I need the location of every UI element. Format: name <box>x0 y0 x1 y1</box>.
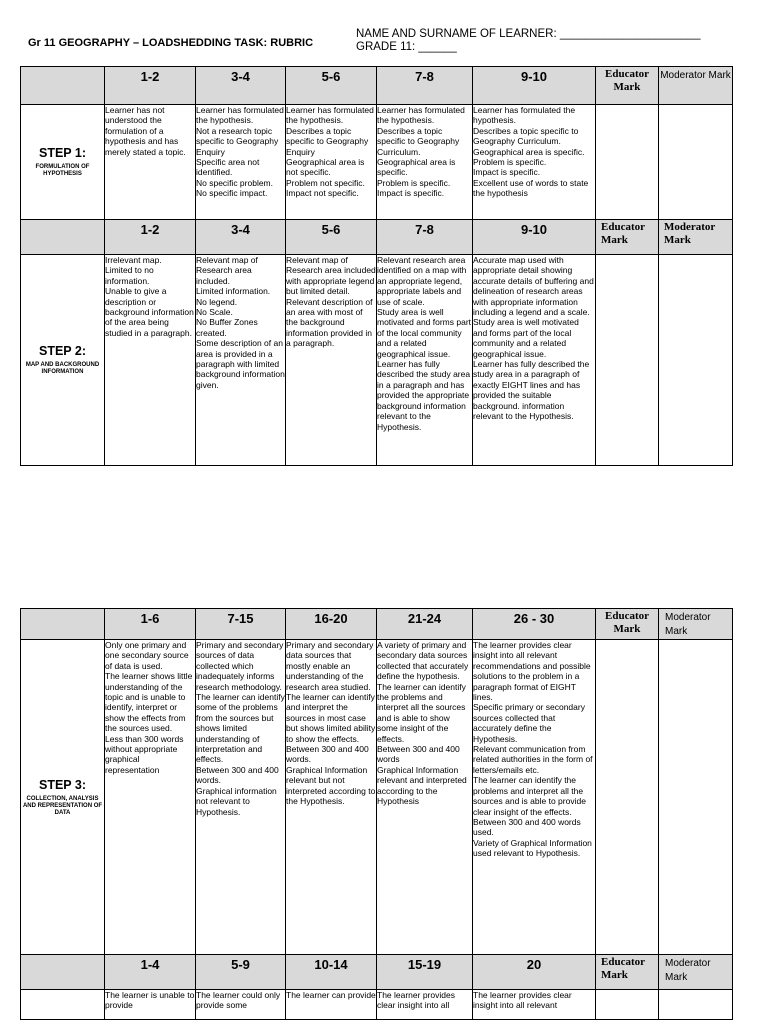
step2-criteria-row <box>21 255 733 466</box>
step3-score-header <box>21 609 733 640</box>
score-band: 7-15 <box>196 609 286 640</box>
score-header-blank <box>21 609 105 640</box>
rubric-table-steps-3-4 <box>20 608 733 1020</box>
moderator-mark-header: Moderator Mark <box>659 67 733 105</box>
moderator-mark-header: Moderator Mark <box>659 955 733 990</box>
score-band: 5-6 <box>286 67 377 105</box>
criterion-cell: The learner provides clear insight into all <box>377 990 473 1020</box>
score-band: 1-2 <box>105 67 196 105</box>
score-band: 1-4 <box>105 955 196 990</box>
criterion-cell: Accurate map used with appropriate detail showing accurate details of buffering and delineation of research areas with appropriate information including a legend and a scale. Study area is well motivated and forms part of the local community and a related geographical issue. Learner has fully described the study area in a paragraph of exactly EIGHT lines and has provided the suitable background. information relevant to the Hypothesis. <box>473 255 596 466</box>
score-band: 10-14 <box>286 955 377 990</box>
score-band: 1-6 <box>105 609 196 640</box>
score-header-blank <box>21 67 105 105</box>
score-band: 7-8 <box>377 220 473 255</box>
step2-title: STEP 2: <box>38 344 86 358</box>
criterion-cell: Learner has formulated the hypothesis. Describes a topic specific to Geography Curriculum. Geographical area is specific. Problem is specific. Impact is specific. <box>377 105 473 220</box>
learner-info <box>356 28 701 54</box>
criterion-cell: Primary and secondary sources of data collected which inadequately informs research methodology. The learner can identify some of the problems from the sources but shows limited understanding of interpretation and effects. Between 300 and 400 words. Graphical information not relevant to Hypothesis. <box>196 640 286 955</box>
step3-label <box>21 640 105 955</box>
criterion-cell: Primary and secondary data sources that mostly enable an understanding of the research area studied. The learner can identify and interpret the sources in most case but shows limited ability to show the effects. Between 300 and 400 words. Graphical Information relevant but not interpreted according to the Hypothesis. <box>286 640 377 955</box>
moderator-mark-header: Moderator Mark <box>659 609 733 640</box>
step1-criteria-row <box>21 105 733 220</box>
score-band: 3-4 <box>196 67 286 105</box>
step2-desc: MAP AND BACKGROUND INFORMATION <box>25 362 100 375</box>
step1-label <box>21 105 105 220</box>
step2-label <box>21 255 105 466</box>
criterion-cell: Learner has formulated the hypothesis. Describes a topic specific to Geography Curriculum. Geographical area is specific. Problem is specific. Impact is specific. Excellent use of words to state the hypothesis <box>473 105 596 220</box>
step3-title: STEP 3: <box>38 777 86 792</box>
criterion-cell: Learner has formulated the hypothesis. Not a research topic specific to Geography Enquiry Specific area not identified. No specific problem. No specific impact. <box>196 105 286 220</box>
criterion-cell: A variety of primary and secondary data sources collected that accurately define the hypothesis. The learner can identify the problems and interpret all the sources and is able to show some insight of the effects. Between 300 and 400 words Graphical Information relevant and interpreted according to the Hypothesis <box>377 640 473 955</box>
score-band: 26 - 30 <box>473 609 596 640</box>
learner-name-line: NAME AND SURNAME OF LEARNER: ______________________ <box>356 28 701 40</box>
criterion-cell: Learner has not understood the formulation of a hypothesis and has merely stated a topic. <box>105 105 196 220</box>
criterion-cell: The learner could only provide some <box>196 990 286 1020</box>
score-header-blank <box>21 955 105 990</box>
educator-mark-header: Educator Mark <box>596 955 659 990</box>
step2-score-header <box>21 220 733 255</box>
criterion-cell: The learner provides clear insight into all relevant <box>473 990 596 1020</box>
criterion-cell: Learner has formulated the hypothesis. Describes a topic specific to Geography Enquiry Geographical area is not specific. Problem not specific. Impact not specific. <box>286 105 377 220</box>
criterion-cell: Relevant map of Research area included with appropriate legend but limited detail. Relevant description of an area with most of the background information provided in a paragraph. <box>286 255 377 466</box>
educator-mark-header: Educator Mark <box>596 67 659 105</box>
score-band: 20 <box>473 955 596 990</box>
rubric-table-steps-1-2 <box>20 66 733 466</box>
step1-desc: FORMULATION OF HYPOTHESIS <box>35 164 90 177</box>
score-band: 16-20 <box>286 609 377 640</box>
criterion-cell: Only one primary and one secondary source of data is used. The learner shows little understanding of the topic and is unable to identify, interpret or show the effects from the sources used. Less than 300 words without appropriate graphical representation <box>105 640 196 955</box>
step4-criteria-row <box>21 990 733 1020</box>
educator-mark-cell[interactable] <box>596 640 659 955</box>
educator-mark-cell[interactable] <box>596 255 659 466</box>
educator-mark-cell[interactable] <box>596 990 659 1020</box>
criterion-cell: The learner provides clear insight into all relevant recommendations and possible solutions to the problem in a paragraph format of EIGHT lines. Specific primary or secondary sources collected that accurately define the Hypothesis. Relevant communication from related authorities in the form of letters/emails etc. The learner can identify the problems and interpret all the sources and is able to provide clear insight of the effects. Between 300 and 400 words used. Variety of Graphical Information used relevant to Hypothesis. <box>473 640 596 955</box>
score-band: 7-8 <box>377 67 473 105</box>
score-band: 5-9 <box>196 955 286 990</box>
grade-line: GRADE 11: ______ <box>356 41 457 53</box>
rubric-title: Gr 11 GEOGRAPHY – LOADSHEDDING TASK: RUBRIC <box>28 37 314 49</box>
criterion-cell: The learner is unable to provide <box>105 990 196 1020</box>
moderator-mark-cell[interactable] <box>659 255 733 466</box>
step3-desc: COLLECTION, ANALYSIS AND REPRESENTATION OF DATA <box>22 795 103 816</box>
score-band: 15-19 <box>377 955 473 990</box>
educator-mark-header: Educator Mark <box>596 609 659 640</box>
score-band: 21-24 <box>377 609 473 640</box>
step3-criteria-row <box>21 640 733 955</box>
score-header-blank <box>21 220 105 255</box>
score-band: 3-4 <box>196 220 286 255</box>
educator-mark-header: Educator Mark <box>596 220 659 255</box>
criterion-cell: Irrelevant map. Limited to no information. Unable to give a description or background information of the area being studied in a paragraph. <box>105 255 196 466</box>
step1-title: STEP 1: <box>38 146 86 160</box>
score-band: 9-10 <box>473 67 596 105</box>
criterion-cell: Relevant research area identified on a map with an appropriate legend, appropriate labels and use of scale. Study area is well motivated and forms part of the local community and a related geographical issue. Learner has fully described the study area in a paragraph and has provided the appropriate background information relevant to the Hypothesis. <box>377 255 473 466</box>
score-band: 1-2 <box>105 220 196 255</box>
moderator-mark-cell[interactable] <box>659 990 733 1020</box>
moderator-mark-cell[interactable] <box>659 640 733 955</box>
step1-score-header <box>21 67 733 105</box>
score-band: 5-6 <box>286 220 377 255</box>
step4-score-header <box>21 955 733 990</box>
step4-label <box>21 990 105 1020</box>
score-band: 9-10 <box>473 220 596 255</box>
educator-mark-cell[interactable] <box>596 105 659 220</box>
criterion-cell: Relevant map of Research area included. Limited information. No legend. No Scale. No Buffer Zones created. Some description of an area is provided in a paragraph with limited background information given. <box>196 255 286 466</box>
criterion-cell: The learner can provide <box>286 990 377 1020</box>
moderator-mark-header: Moderator Mark <box>659 220 733 255</box>
moderator-mark-cell[interactable] <box>659 105 733 220</box>
